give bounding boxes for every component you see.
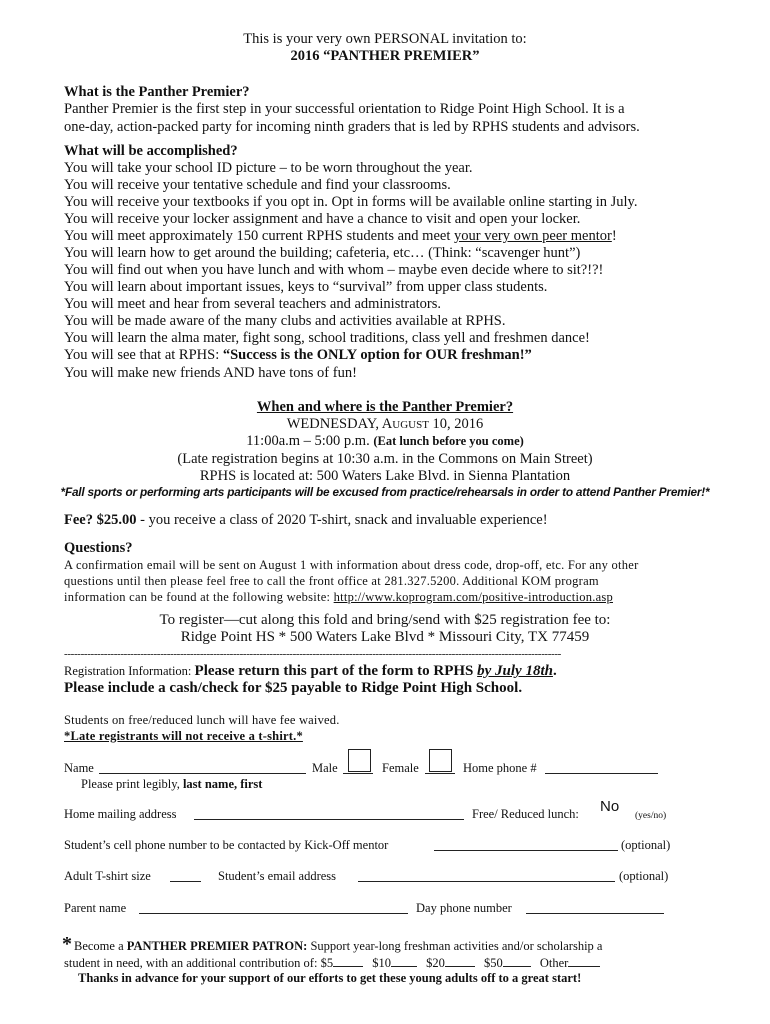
deadline: by July 18th	[477, 663, 553, 679]
invitation-intro: This is your very own PERSONAL invitation to:	[243, 31, 527, 47]
questions-line1: A confirmation email will be sent on August 1 with information about dress code, drop-off, etc. For any other	[64, 558, 639, 572]
fee-line: Fee? $25.00 - you receive a class of 2020 T-shirt, snack and invaluable experience!	[64, 512, 548, 528]
address-field[interactable]	[194, 807, 464, 820]
koprogram-link[interactable]: http://www.koprogram.com/positive-introduction.asp	[333, 590, 613, 604]
peer-mentor-text: your very own peer mentor	[453, 228, 612, 244]
patron-title: PANTHER PREMIER PATRON:	[126, 939, 308, 953]
accomplished-item: You will find out when you have lunch and with whom – maybe even decide where to sit?!?!	[64, 262, 604, 278]
amount-other-blank[interactable]	[568, 954, 600, 967]
cell-phone-field[interactable]	[434, 838, 618, 851]
accomplished-item: You will receive your tentative schedule and find your classrooms.	[64, 177, 451, 193]
register-address: Ridge Point HS * 500 Waters Lake Blvd * Missouri City, TX 77459	[180, 629, 590, 645]
amount-20-blank[interactable]	[445, 954, 475, 967]
yes-no-hint: (yes/no)	[635, 811, 667, 821]
late-shirt-note: *Late registrants will not receive a t-shirt.*	[64, 729, 303, 743]
amount-20: $20	[426, 956, 445, 970]
payable-line: Please include a cash/check for $25 payable to Ridge Point High School.	[64, 680, 523, 696]
male-checkbox[interactable]	[348, 749, 371, 772]
reg-info-line: Registration Information: Please return this part of the form to RPHS by July 18th.	[64, 663, 557, 679]
accomplished-item: You will learn how to get around the building; cafeteria, etc… (Think: “scavenger hunt”)	[64, 245, 581, 261]
patron-star: *	[62, 933, 72, 955]
free-lunch-label: Free/ Reduced lunch:	[472, 807, 579, 821]
female-label: Female	[382, 761, 419, 775]
home-phone-field[interactable]	[545, 761, 658, 774]
accomplished-item: You will meet and hear from several teachers and administrators.	[64, 296, 442, 312]
event-title: 2016 “PANTHER PREMIER”	[290, 48, 480, 64]
when-heading: When and where is the Panther Premier?	[256, 399, 514, 415]
amount-50-blank[interactable]	[503, 954, 531, 967]
accomplished-item-mentor: You will meet approximately 150 current RPHS students and meet your very own peer mentor!	[64, 228, 617, 244]
address-label: Home mailing address	[64, 807, 177, 821]
male-label: Male	[312, 761, 338, 775]
accomplished-item: You will learn about important issues, keys to “survival” from upper class students.	[64, 279, 548, 295]
accomplished-item: You will receive your textbooks if you opt in. Opt in forms will be available online starting in July.	[64, 194, 638, 210]
event-date: WEDNESDAY, AUGUST 10, 2016	[286, 416, 484, 432]
amount-other: Other	[539, 956, 569, 970]
thanks-line: Thanks in advance for your support of our efforts to get these young adults off to a great start!	[78, 971, 582, 985]
amount-5-blank[interactable]	[333, 954, 363, 967]
free-lunch-value[interactable]: No	[600, 798, 620, 815]
parent-field[interactable]	[139, 901, 408, 914]
cut-line: ------------------------------------------------------------------------------------------------------------------------------------------------------	[64, 648, 561, 660]
cell-phone-label: Student’s cell phone number to be contacted by Kick-Off mentor	[64, 838, 389, 852]
what-text-line2: one-day, action-packed party for incoming ninth graders that is led by RPHS students and advisors.	[64, 119, 640, 135]
accomplished-item: You will be made aware of the many clubs and activities available at RPHS.	[64, 313, 506, 329]
day-phone-field[interactable]	[526, 901, 664, 914]
name-field[interactable]	[99, 761, 306, 774]
tshirt-field[interactable]	[170, 869, 201, 882]
accomplished-item: You will take your school ID picture – to be worn throughout the year.	[64, 160, 473, 176]
late-registration: (Late registration begins at 10:30 a.m. in the Commons on Main Street)	[177, 451, 593, 467]
questions-line3: information can be found at the following website: http://www.koprogram.com/positive-introduction.asp	[64, 590, 613, 604]
tshirt-label: Adult T-shirt size	[64, 869, 151, 883]
event-time: 11:00a.m – 5:00 p.m. (Eat lunch before you come)	[246, 433, 524, 449]
amount-5: $5	[320, 956, 334, 970]
questions-heading: Questions?	[64, 540, 133, 556]
amount-10-blank[interactable]	[391, 954, 417, 967]
email-label: Student’s email address	[218, 869, 337, 883]
waived-note: Students on free/reduced lunch will have fee waived.	[64, 713, 340, 727]
fee-amount: Fee? $25.00	[64, 512, 137, 528]
success-slogan: “Success is the ONLY option for OUR freshman!”	[222, 347, 532, 363]
sports-note: *Fall sports or performing arts participants will be excused from practice/rehearsals in order to attend Panther Premier!*	[60, 485, 710, 499]
accomplished-heading: What will be accomplished?	[64, 143, 238, 159]
accomplished-item: You will receive your locker assignment and have a chance to visit and open your locker.	[64, 211, 581, 227]
print-hint: Please print legibly, last name, first	[81, 777, 263, 791]
female-checkbox[interactable]	[429, 749, 452, 772]
amount-10: $10	[372, 956, 391, 970]
email-optional: (optional)	[619, 869, 669, 883]
accomplished-item-success: You will see that at RPHS: “Success is the ONLY option for OUR freshman!”	[64, 347, 532, 363]
what-heading: What is the Panther Premier?	[64, 84, 250, 100]
accomplished-item: You will learn the alma mater, fight song, school traditions, class yell and freshmen dance!	[64, 330, 590, 346]
questions-line2: questions until then please feel free to call the front office at 281.327.5200. Additional KOM program	[64, 574, 599, 588]
what-text-line1: Panther Premier is the first step in your successful orientation to Ridge Point High School. It is a	[64, 101, 625, 117]
amount-50: $50	[483, 956, 503, 970]
reg-info-label: Registration Information:	[64, 664, 195, 678]
patron-line2: student in need, with an additional contribution of: $5 $10 $20 $50 Other	[64, 954, 600, 972]
parent-label: Parent name	[64, 901, 127, 915]
email-field[interactable]	[358, 869, 615, 882]
home-phone-label: Home phone #	[463, 761, 537, 775]
accomplished-item: You will make new friends AND have tons of fun!	[64, 365, 357, 381]
patron-line1: Become a PANTHER PREMIER PATRON: Support year-long freshman activities and/or scholarship a	[74, 939, 603, 953]
event-location: RPHS is located at: 500 Waters Lake Blvd. in Sienna Plantation	[199, 468, 571, 484]
day-phone-label: Day phone number	[416, 901, 512, 915]
cell-optional: (optional)	[621, 838, 671, 852]
name-label: Name	[64, 761, 94, 775]
register-line1: To register—cut along this fold and bring/send with $25 registration fee to:	[159, 612, 611, 628]
